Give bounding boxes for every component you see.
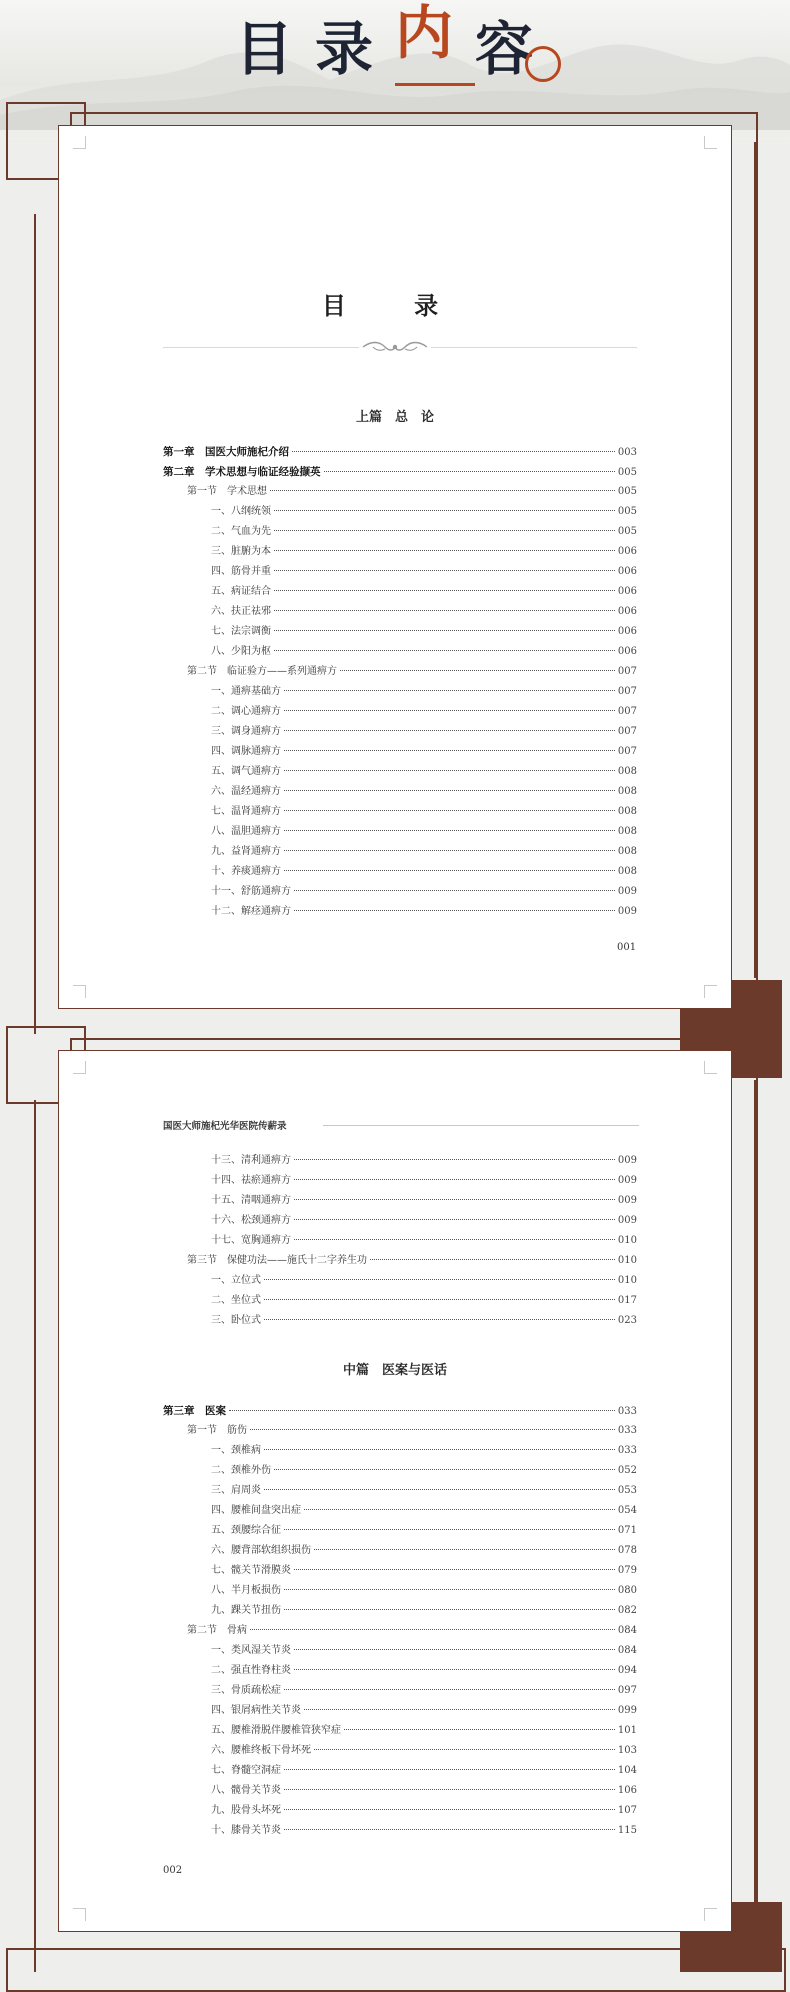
- dot-leader: [264, 1299, 615, 1300]
- crop-mark: [73, 985, 86, 998]
- toc-item-entry[interactable]: [211, 1781, 637, 1801]
- toc-entry-page: 010: [617, 1235, 637, 1246]
- toc-title: 目 录: [321, 291, 469, 320]
- toc-entry-label: 十、养痰通痹方: [211, 866, 281, 877]
- toc-item-entry[interactable]: [211, 1521, 637, 1541]
- toc-item-entry[interactable]: [211, 1441, 637, 1461]
- toc-item-entry[interactable]: [211, 1681, 637, 1701]
- dot-leader: [284, 810, 615, 811]
- frame-left-line: [34, 214, 36, 1034]
- toc-chapter-entry[interactable]: [163, 462, 637, 482]
- toc-entry-label: 二、气血为先: [211, 526, 271, 537]
- dot-leader: [274, 570, 615, 571]
- toc-page-2: [58, 1050, 732, 1932]
- toc-section-entry[interactable]: [187, 1421, 637, 1441]
- toc-item-entry[interactable]: [211, 1741, 637, 1761]
- dot-leader: [284, 790, 615, 791]
- toc-item-entry[interactable]: [211, 702, 637, 722]
- toc-entry-label: 八、温胆通痹方: [211, 826, 281, 837]
- toc-entry-page: 099: [617, 1705, 637, 1716]
- toc-entry-label: 五、病证结合: [211, 586, 271, 597]
- toc-entry-page: 003: [617, 447, 637, 458]
- seal-circle-icon: [525, 46, 561, 82]
- toc-entry-label: 三、脏腑为本: [211, 546, 271, 557]
- toc-entry-label: 四、腰椎间盘突出症: [211, 1505, 301, 1516]
- dot-leader: [250, 1429, 615, 1430]
- toc-entry-label: 二、强直性脊柱炎: [211, 1665, 291, 1676]
- dot-leader: [284, 850, 615, 851]
- toc-entry-page: 009: [617, 1215, 637, 1226]
- toc-page-1: [58, 125, 732, 1009]
- dot-leader: [294, 1239, 615, 1240]
- toc-entry-label: 九、踝关节扭伤: [211, 1605, 281, 1616]
- toc-item-entry[interactable]: [211, 1151, 637, 1171]
- toc-entry-label: 一、类风湿关节炎: [211, 1645, 291, 1656]
- crop-mark: [73, 1908, 86, 1921]
- banner-title: [0, 2, 790, 86]
- dot-leader: [340, 670, 615, 671]
- dot-leader: [284, 730, 615, 731]
- toc-entry-label: 八、半月板损伤: [211, 1585, 281, 1596]
- toc-entry-label: 六、扶正祛邪: [211, 606, 271, 617]
- toc-entry-label: 九、股骨头坏死: [211, 1805, 281, 1816]
- toc-entry-page: 080: [617, 1585, 637, 1596]
- toc-item-entry[interactable]: [211, 842, 637, 862]
- dot-leader: [284, 1789, 615, 1790]
- toc-entry-page: 079: [617, 1565, 637, 1576]
- toc-entry-label: 第一节 学术思想: [187, 486, 267, 497]
- toc-item-entry[interactable]: [211, 822, 637, 842]
- dot-leader: [294, 1649, 615, 1650]
- toc-entry-page: 084: [617, 1645, 637, 1656]
- toc-entry-page: 107: [617, 1805, 637, 1816]
- toc-entry-label: 三、卧位式: [211, 1315, 261, 1326]
- toc-item-entry[interactable]: [211, 1581, 637, 1601]
- toc-entry-label: 十四、祛瘀通痹方: [211, 1175, 291, 1186]
- toc-entry-label: 一、八纲统领: [211, 506, 271, 517]
- toc-entry-label: 第三节 保健功法——施氏十二字养生功: [187, 1255, 367, 1266]
- frame-bottom-strip: [6, 1948, 786, 1992]
- toc-entry-page: 007: [617, 726, 637, 737]
- toc-item-entry[interactable]: [211, 1481, 637, 1501]
- crop-mark: [704, 1908, 717, 1921]
- dot-leader: [284, 1689, 615, 1690]
- toc-entry-label: 十二、解痉通痹方: [211, 906, 291, 917]
- toc-entry-page: 052: [617, 1465, 637, 1476]
- toc-item-entry[interactable]: [211, 1211, 637, 1231]
- toc-section-entry[interactable]: [187, 1621, 637, 1641]
- toc-entry-page: 017: [617, 1295, 637, 1306]
- toc-entry-label: 五、颈腰综合征: [211, 1525, 281, 1536]
- toc-entry-page: 007: [617, 746, 637, 757]
- dot-leader: [284, 1589, 615, 1590]
- dot-leader: [274, 630, 615, 631]
- toc-entry-label: 六、腰椎终板下骨坏死: [211, 1745, 311, 1756]
- running-head: 国医大师施杞光华医院传薪录: [163, 1121, 287, 1132]
- toc-item-entry[interactable]: [211, 1171, 637, 1191]
- toc-section-entry[interactable]: [187, 1251, 637, 1271]
- dot-leader: [284, 710, 615, 711]
- toc-entry-label: 一、立位式: [211, 1275, 261, 1286]
- toc-entry-page: 008: [617, 786, 637, 797]
- page-number: 001: [617, 942, 637, 953]
- toc-entry-label: 三、调身通痹方: [211, 726, 281, 737]
- dot-leader: [304, 1709, 615, 1710]
- toc-entry-page: 084: [617, 1625, 637, 1636]
- dot-leader: [314, 1549, 615, 1550]
- toc-entry-page: 033: [617, 1445, 637, 1456]
- toc-entry-label: 三、肩周炎: [211, 1485, 261, 1496]
- toc-entry-label: 八、少阳为枢: [211, 646, 271, 657]
- toc-item-entry[interactable]: [211, 602, 637, 622]
- toc-entry-page: 008: [617, 826, 637, 837]
- toc-entry-page: 009: [617, 886, 637, 897]
- toc-entry-page: 005: [617, 526, 637, 537]
- dot-leader: [324, 471, 615, 472]
- toc-entry-page: 005: [617, 467, 637, 478]
- toc-entry-label: 二、颈椎外伤: [211, 1465, 271, 1476]
- banner-char-accent: 内: [395, 2, 475, 86]
- dot-leader: [294, 890, 615, 891]
- toc-entry-label: 十、膝骨关节炎: [211, 1825, 281, 1836]
- toc-item-entry[interactable]: [211, 1661, 637, 1681]
- toc-entry-label: 四、调脉通痹方: [211, 746, 281, 757]
- toc-entry-page: 033: [617, 1406, 637, 1417]
- toc-entry-page: 010: [617, 1255, 637, 1266]
- toc-chapter-entry[interactable]: [163, 1401, 637, 1421]
- toc-entry-page: 009: [617, 1155, 637, 1166]
- toc-entry-label: 四、银屑病性关节炎: [211, 1705, 301, 1716]
- toc-entry-label: 七、脊髓空洞症: [211, 1765, 281, 1776]
- toc-entry-label: 八、髋骨关节炎: [211, 1785, 281, 1796]
- dot-leader: [284, 1809, 615, 1810]
- toc-entry-page: 007: [617, 686, 637, 697]
- toc-entry-page: 078: [617, 1545, 637, 1556]
- toc-section-entry[interactable]: [187, 662, 637, 682]
- toc-item-entry[interactable]: [211, 1541, 637, 1561]
- toc-item-entry[interactable]: [211, 1601, 637, 1621]
- section-heading: 中篇 医案与医话: [342, 1363, 447, 1378]
- dot-leader: [284, 830, 615, 831]
- crop-mark: [704, 1061, 717, 1074]
- toc-entry-label: 五、腰椎滑脱伴腰椎管狭窄症: [211, 1725, 341, 1736]
- toc-section-entry[interactable]: [187, 482, 637, 502]
- ornament-icon: [359, 339, 431, 355]
- toc-entry-label: 第二节 临证验方——系列通痹方: [187, 666, 337, 677]
- toc-entry-page: 101: [617, 1725, 637, 1736]
- section-heading: 上篇 总 论: [355, 410, 434, 425]
- dot-leader: [294, 910, 615, 911]
- toc-entry-page: 033: [617, 1425, 637, 1436]
- dot-leader: [274, 610, 615, 611]
- toc-entry-page: 009: [617, 1175, 637, 1186]
- dot-leader: [284, 870, 615, 871]
- toc-entry-label: 一、通痹基础方: [211, 686, 281, 697]
- toc-item-entry[interactable]: [211, 562, 637, 582]
- toc-item-entry[interactable]: [211, 642, 637, 662]
- dot-leader: [264, 1319, 615, 1320]
- toc-chapter-entry[interactable]: [163, 442, 637, 462]
- toc-entry-label: 十一、舒筋通痹方: [211, 886, 291, 897]
- toc-item-entry[interactable]: [211, 1821, 637, 1841]
- toc-item-entry[interactable]: [211, 862, 637, 882]
- crop-mark: [704, 136, 717, 149]
- toc-item-entry[interactable]: [211, 502, 637, 522]
- dot-leader: [274, 510, 615, 511]
- dot-leader: [274, 650, 615, 651]
- toc-entry-label: 五、调气通痹方: [211, 766, 281, 777]
- toc-item-entry[interactable]: [211, 902, 637, 922]
- toc-entry-label: 四、筋骨并重: [211, 566, 271, 577]
- toc-entry-page: 054: [617, 1505, 637, 1516]
- dot-leader: [284, 770, 615, 771]
- toc-item-entry[interactable]: [211, 762, 637, 782]
- toc-item-entry[interactable]: [211, 1721, 637, 1741]
- dot-leader: [294, 1179, 615, 1180]
- dot-leader: [284, 1769, 615, 1770]
- dot-leader: [250, 1629, 615, 1630]
- toc-item-entry[interactable]: [211, 582, 637, 602]
- dot-leader: [304, 1509, 615, 1510]
- toc-item-entry[interactable]: [211, 1641, 637, 1661]
- toc-item-entry[interactable]: [211, 1501, 637, 1521]
- toc-entry-label: 三、骨质疏松症: [211, 1685, 281, 1696]
- toc-entry-label: 一、颈椎病: [211, 1445, 261, 1456]
- toc-item-entry[interactable]: [211, 1761, 637, 1781]
- toc-entry-label: 二、坐位式: [211, 1295, 261, 1306]
- toc-entry-label: 第一节 筋伤: [187, 1425, 247, 1436]
- toc-entry-page: 082: [617, 1605, 637, 1616]
- dot-leader: [264, 1279, 615, 1280]
- banner-char: 录: [314, 15, 395, 83]
- toc-item-entry[interactable]: [211, 1291, 637, 1311]
- toc-item-entry[interactable]: [211, 742, 637, 762]
- toc-item-entry[interactable]: [211, 802, 637, 822]
- dot-leader: [314, 1749, 615, 1750]
- toc-entry-page: 023: [617, 1315, 637, 1326]
- toc-item-entry[interactable]: [211, 1801, 637, 1821]
- toc-entry-page: 106: [617, 1785, 637, 1796]
- toc-entry-label: 第二章 学术思想与临证经验撷英: [163, 466, 321, 478]
- toc-entry-label: 二、调心通痹方: [211, 706, 281, 717]
- toc-entry-page: 005: [617, 506, 637, 517]
- toc-entry-label: 十三、清利通痹方: [211, 1155, 291, 1166]
- toc-entry-label: 九、益肾通痹方: [211, 846, 281, 857]
- header-banner: [0, 0, 790, 90]
- dot-leader: [229, 1410, 615, 1411]
- toc-entry-label: 六、腰背部软组织损伤: [211, 1545, 311, 1556]
- toc-entry-page: 006: [617, 586, 637, 597]
- toc-entry-label: 十七、宽胸通痹方: [211, 1235, 291, 1246]
- toc-entry-page: 053: [617, 1485, 637, 1496]
- toc-entry-page: 094: [617, 1665, 637, 1676]
- dot-leader: [294, 1669, 615, 1670]
- toc-entry-page: 006: [617, 606, 637, 617]
- dot-leader: [284, 1829, 615, 1830]
- toc-entry-label: 第一章 国医大师施杞介绍: [163, 446, 289, 458]
- dot-leader: [284, 750, 615, 751]
- toc-item-entry[interactable]: [211, 542, 637, 562]
- toc-item-entry[interactable]: [211, 882, 637, 902]
- dot-leader: [264, 1489, 615, 1490]
- crop-mark: [73, 136, 86, 149]
- toc-entry-page: 006: [617, 546, 637, 557]
- crop-mark: [73, 1061, 86, 1074]
- toc-entry-page: 007: [617, 666, 637, 677]
- dot-leader: [284, 1609, 615, 1610]
- toc-entry-label: 第三章 医案: [163, 1405, 226, 1417]
- toc-entry-label: 七、髋关节滑膜炎: [211, 1565, 291, 1576]
- crop-mark: [704, 985, 717, 998]
- dot-leader: [274, 1469, 615, 1470]
- dot-leader: [294, 1199, 615, 1200]
- toc-entry-page: 010: [617, 1275, 637, 1286]
- toc-item-entry[interactable]: [211, 522, 637, 542]
- dot-leader: [370, 1259, 615, 1260]
- dot-leader: [292, 451, 615, 452]
- dot-leader: [274, 530, 615, 531]
- toc-entry-label: 七、法宗调衡: [211, 626, 271, 637]
- dot-leader: [274, 550, 615, 551]
- running-head-rule: [323, 1125, 639, 1126]
- toc-item-entry[interactable]: [211, 1271, 637, 1291]
- dot-leader: [284, 690, 615, 691]
- toc-entry-label: 六、温经通痹方: [211, 786, 281, 797]
- toc-entry-page: 071: [617, 1525, 637, 1536]
- toc-item-entry[interactable]: [211, 1701, 637, 1721]
- toc-item-entry[interactable]: [211, 622, 637, 642]
- toc-entry-label: 七、温肾通痹方: [211, 806, 281, 817]
- frame-left-line: [34, 1100, 36, 1972]
- toc-entry-page: 009: [617, 906, 637, 917]
- toc-item-entry[interactable]: [211, 1461, 637, 1481]
- toc-entry-page: 097: [617, 1685, 637, 1696]
- toc-entry-page: 008: [617, 806, 637, 817]
- toc-entry-page: 104: [617, 1765, 637, 1776]
- dot-leader: [294, 1159, 615, 1160]
- toc-entry-page: 008: [617, 866, 637, 877]
- toc-entry-page: 009: [617, 1195, 637, 1206]
- toc-item-entry[interactable]: [211, 1561, 637, 1581]
- dot-leader: [284, 1529, 615, 1530]
- toc-entry-page: 006: [617, 646, 637, 657]
- toc-item-entry[interactable]: [211, 682, 637, 702]
- toc-entry-label: 第二节 骨病: [187, 1625, 247, 1636]
- toc-entry-page: 006: [617, 626, 637, 637]
- toc-item-entry[interactable]: [211, 1231, 637, 1251]
- toc-item-entry[interactable]: [211, 1311, 637, 1331]
- dot-leader: [294, 1569, 615, 1570]
- toc-entry-page: 008: [617, 766, 637, 777]
- toc-entry-page: 007: [617, 706, 637, 717]
- toc-entry-label: 十五、清咽通痹方: [211, 1195, 291, 1206]
- toc-entry-page: 006: [617, 566, 637, 577]
- toc-entry-page: 008: [617, 846, 637, 857]
- toc-item-entry[interactable]: [211, 1191, 637, 1211]
- toc-entry-page: 115: [617, 1825, 637, 1836]
- toc-entry-page: 103: [617, 1745, 637, 1756]
- page-number: 002: [163, 1865, 183, 1876]
- dot-leader: [294, 1219, 615, 1220]
- dot-leader: [344, 1729, 615, 1730]
- banner-char: 目: [234, 15, 315, 83]
- dot-leader: [264, 1449, 615, 1450]
- toc-entry-page: 005: [617, 486, 637, 497]
- toc-item-entry[interactable]: [211, 722, 637, 742]
- dot-leader: [270, 490, 615, 491]
- toc-entry-label: 十六、松颈通痹方: [211, 1215, 291, 1226]
- banner-char: 容: [475, 15, 556, 83]
- toc-item-entry[interactable]: [211, 782, 637, 802]
- dot-leader: [274, 590, 615, 591]
